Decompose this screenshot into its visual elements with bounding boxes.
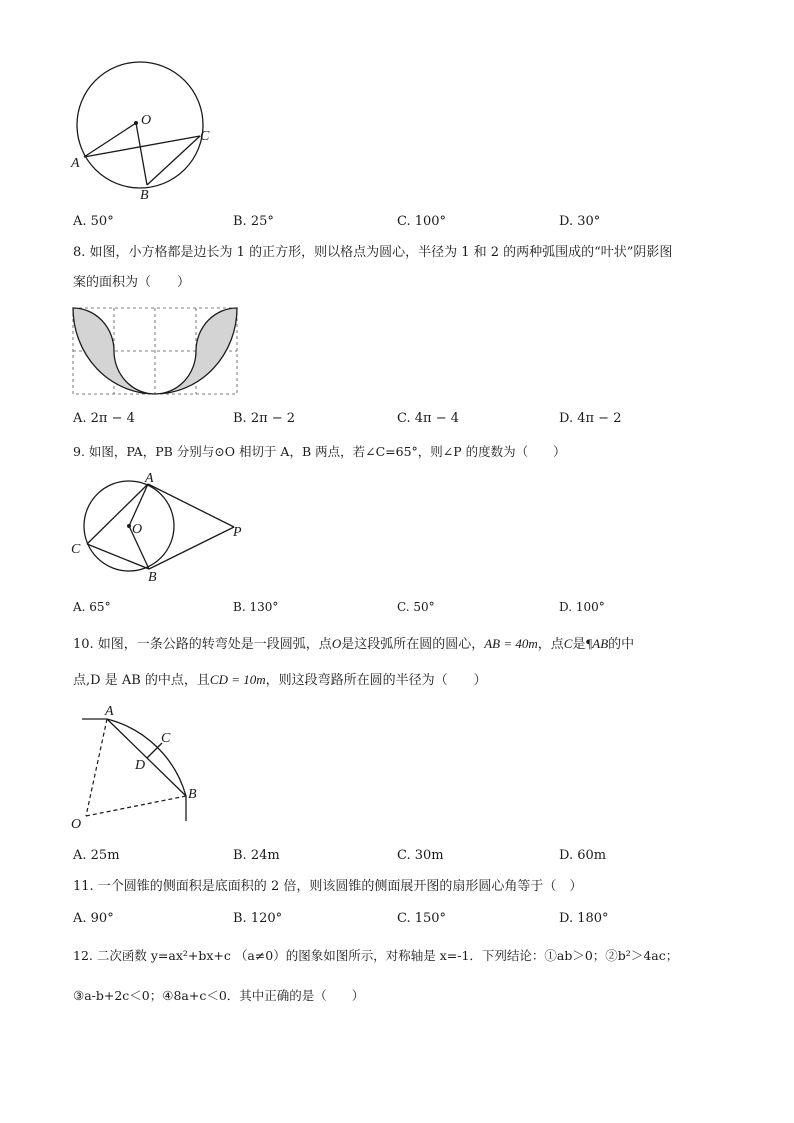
q7-option-c[interactable]: C. 100° xyxy=(397,214,447,229)
q10-option-c[interactable]: C. 30m xyxy=(397,848,444,863)
q8-option-b[interactable]: B. 2π − 2 xyxy=(233,411,296,426)
q9-tangent-figure xyxy=(65,470,255,588)
q7-label-C: C xyxy=(200,129,210,144)
q10-point-O: O xyxy=(331,636,342,651)
q10-option-a[interactable]: A. 25m xyxy=(73,848,120,863)
q8-leaf-figure xyxy=(70,306,242,398)
q9-option-d[interactable]: D. 100° xyxy=(559,600,605,614)
q11-option-a[interactable]: A. 90° xyxy=(73,911,114,926)
q7-option-a[interactable]: A. 50° xyxy=(73,214,114,229)
q7-label-O: O xyxy=(141,113,152,128)
q10-road-figure xyxy=(65,698,215,834)
q10-option-d[interactable]: D. 60m xyxy=(559,848,607,863)
q9-label-B: B xyxy=(148,570,157,585)
q9-label-O: O xyxy=(132,522,143,537)
q10-label-D: D xyxy=(135,758,146,773)
q10-stem-line2 xyxy=(73,670,487,691)
q9-label-A: A xyxy=(145,471,154,486)
q10-option-b[interactable]: B. 24m xyxy=(233,848,280,863)
q10-point-C: C xyxy=(563,636,573,651)
q8-option-a[interactable]: A. 2π − 4 xyxy=(73,411,135,426)
q10-label-O: O xyxy=(71,817,82,832)
q7-option-d[interactable]: D. 30° xyxy=(559,214,601,229)
q10-line1-mid2: ，点 xyxy=(537,637,564,652)
q10-label-C: C xyxy=(161,731,171,746)
q8-option-d[interactable]: D. 4π − 2 xyxy=(559,411,622,426)
q10-stem-line1 xyxy=(73,634,634,655)
q10-line1-pre: 10. 如图，一条公路的转弯处是一段圆弧，点 xyxy=(73,637,332,652)
q8-stem-line2: 案的面积为（ ） xyxy=(73,275,191,290)
q7-label-A: A xyxy=(71,156,80,171)
q10-line1-end: 的中 xyxy=(608,637,635,652)
q8-option-c[interactable]: C. 4π − 4 xyxy=(397,411,459,426)
q12-stem-line2: ③a-b+2c＜0；④8a+c＜0．其中正确的是（ ） xyxy=(73,988,365,1003)
q9-label-C: C xyxy=(71,542,81,557)
q10-label-A: A xyxy=(105,704,114,719)
q9-option-b[interactable]: B. 130° xyxy=(233,600,279,614)
q10-line1-mid: 是这段弧所在圆的圆心， xyxy=(341,637,485,652)
q10-line2-post: ，则这段弯路所在圆的半径为（ ） xyxy=(265,673,487,688)
q10-label-B: B xyxy=(188,787,197,802)
q7-label-B: B xyxy=(140,188,149,203)
q10-arc-ab: ¶AB xyxy=(585,636,609,651)
q11-option-c[interactable]: C. 150° xyxy=(397,911,447,926)
q10-cd-length: CD = 10m xyxy=(209,672,266,687)
q8-stem-line1: 8. 如图，小方格都是边长为 1 的正方形，则以格点为圆心，半径为 1 和 2 的两种弧围成的“叶状”阴影图 xyxy=(73,245,673,260)
q7-option-b[interactable]: B. 25° xyxy=(233,214,274,229)
q7-circle-figure xyxy=(60,60,250,210)
q10-line1-post: 是 xyxy=(572,637,586,652)
q9-stem: 9. 如图，PA，PB 分别与⊙O 相切于 A，B 两点，若∠C=65°，则∠P 的度数为（ ） xyxy=(73,444,566,459)
q9-option-a[interactable]: A. 65° xyxy=(73,600,111,614)
q11-option-b[interactable]: B. 120° xyxy=(233,911,283,926)
q10-line2-pre: 点,D 是 AB 的中点，且 xyxy=(73,673,210,688)
q11-option-d[interactable]: D. 180° xyxy=(559,911,609,926)
q12-stem-line1: 12. 二次函数 y=ax²+bx+c （a≠0）的图象如图所示，对称轴是 x=-1．下列结论：①ab＞0；②b²＞4ac； xyxy=(73,948,679,963)
q11-stem: 11. 一个圆锥的侧面积是底面积的 2 倍，则该圆锥的侧面展开图的扇形圆心角等于（ ） xyxy=(73,879,583,894)
q10-ab-length: AB = 40m xyxy=(484,636,538,651)
q9-option-c[interactable]: C. 50° xyxy=(397,600,435,614)
q9-label-P: P xyxy=(233,525,242,540)
